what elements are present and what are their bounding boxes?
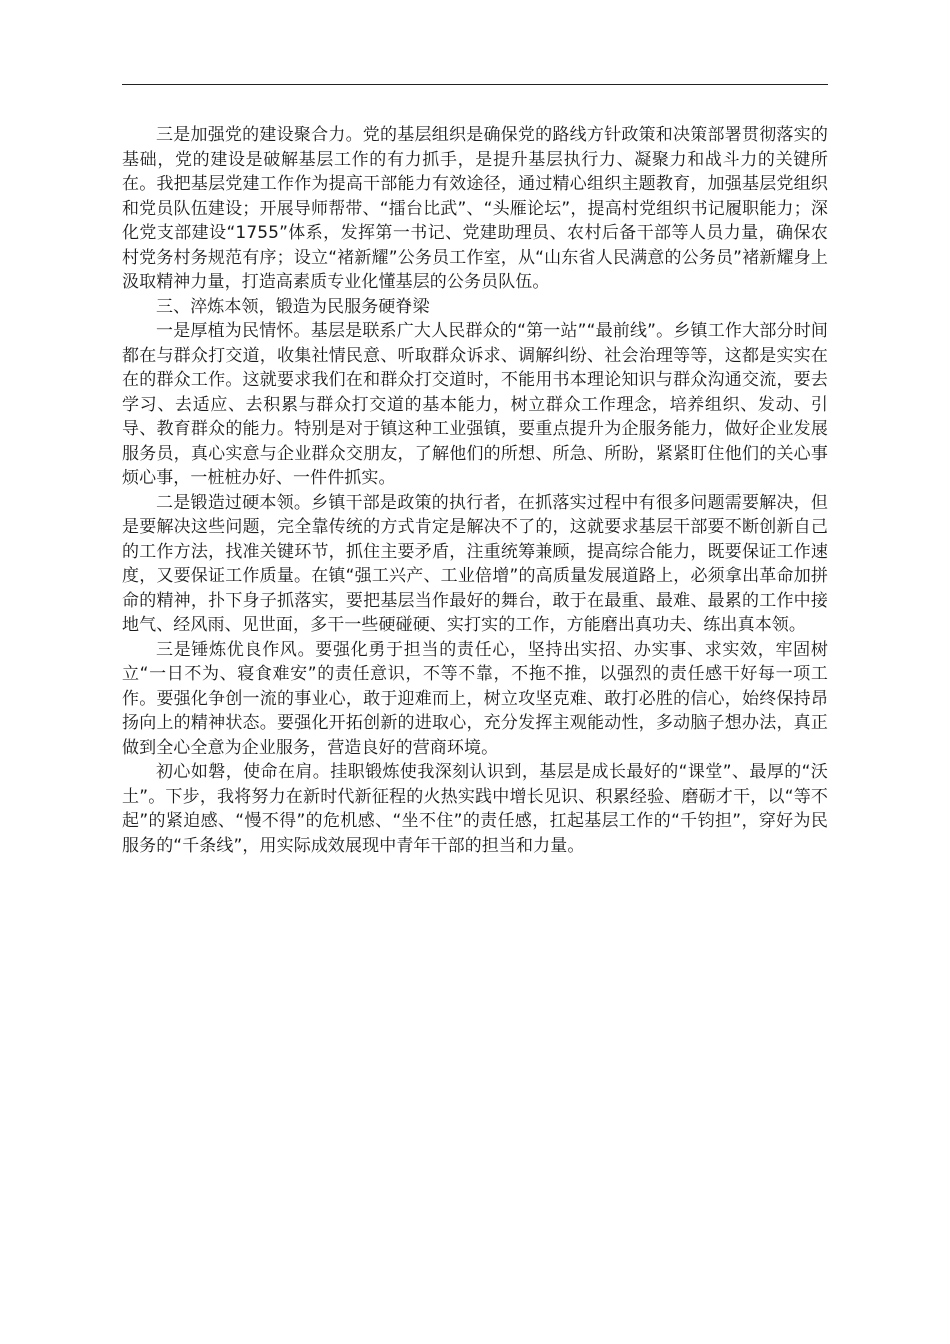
paragraph-work-style: 三是锤炼优良作风。要强化勇于担当的责任心，坚持出实招、办实事、求实效，牢固树立“一日不为、寝食难安”的责任意识，不等不靠，不拖不推，以强烈的责任感干好每一项工作。要强化争创一流的事业心，敢于迎难而上，树立攻坚克难、敢打必胜的信心，始终保持昂扬向上的精神状态。要强化开拓创新的进取心，充分发挥主观能动性，多动脑子想办法，真正做到全心全意为企业服务，营造良好的营商环境。: [122, 639, 828, 758]
paragraph-solid-skills: 二是锻造过硬本领。乡镇干部是政策的执行者，在抓落实过程中有很多问题需要解决，但是要解决这些问题，完全靠传统的方式肯定是解决不了的，这就要求基层干部要不断创新自己的工作方法，找准关键环节，抓住主要矛盾，注重统筹兼顾，提高综合能力，既要保证工作速度，又要保证工作质量。在镇“强工兴产、工业倍增”的高质量发展道路上，必须拿出革命加拼命的精神，扑下身子抓落实，要把基层当作最好的舞台，敢于在最重、最难、最累的工作中接地气、经风雨、见世面，多干一些硬碰硬、实打实的工作，方能磨出真功夫、练出真本领。: [122, 492, 828, 635]
document-body: [122, 123, 828, 858]
paragraph-people-sentiment: 一是厚植为民情怀。基层是联系广大人民群众的“第一站”“最前线”。乡镇工作大部分时间都在与群众打交道，收集社情民意、听取群众诉求、调解纠纷、社会治理等等，这都是实实在在的群众工作。这就要求我们在和群众打交道时，不能用书本理论知识与群众沟通交流，要去学习、去适应、去积累与群众打交道的基本能力，树立群众工作理念，培养组织、发动、引导、教育群众的能力。特别是对于镇这种工业强镇，要重点提升为企服务能力，做好企业发展服务员，真心实意与企业群众交朋友，了解他们的所想、所急、所盼，紧紧盯住他们的关心事烦心事，一桩桩办好、一件件抓实。: [122, 321, 828, 488]
section-heading-skills: 三、淬炼本领，锻造为民服务硬脊梁: [156, 296, 430, 317]
paragraph-conclusion: 初心如磐，使命在肩。挂职锻炼使我深刻认识到，基层是成长最好的“课堂”、最厚的“沃土”。下步，我将努力在新时代新征程的火热实践中增长见识、积累经验、磨砺才干，以“等不起”的紧迫感、“慢不得”的危机感、“坐不住”的责任感，扛起基层工作的“千钧担”，穿好为民服务的“千条线”，用实际成效展现中青年干部的担当和力量。: [122, 762, 828, 856]
header-rule: [122, 84, 828, 85]
paragraph-party-building: 三是加强党的建设聚合力。党的基层组织是确保党的路线方针政策和决策部署贯彻落实的基础，党的建设是破解基层工作的有力抓手，是提升基层执行力、凝聚力和战斗力的关键所在。我把基层党建工作作为提高干部能力有效途径，通过精心组织主题教育，加强基层党组织和党员队伍建设；开展导师帮带、“擂台比武”、“头雁论坛”，提高村党组织书记履职能力；深化党支部建设“1755”体系，发挥第一书记、党建助理员、农村后备干部等人员力量，确保农村党务村务规范有序；设立“褚新耀”公务员工作室，从“山东省人民满意的公务员”褚新耀身上汲取精神力量，打造高素质专业化懂基层的公务员队伍。: [122, 125, 828, 292]
